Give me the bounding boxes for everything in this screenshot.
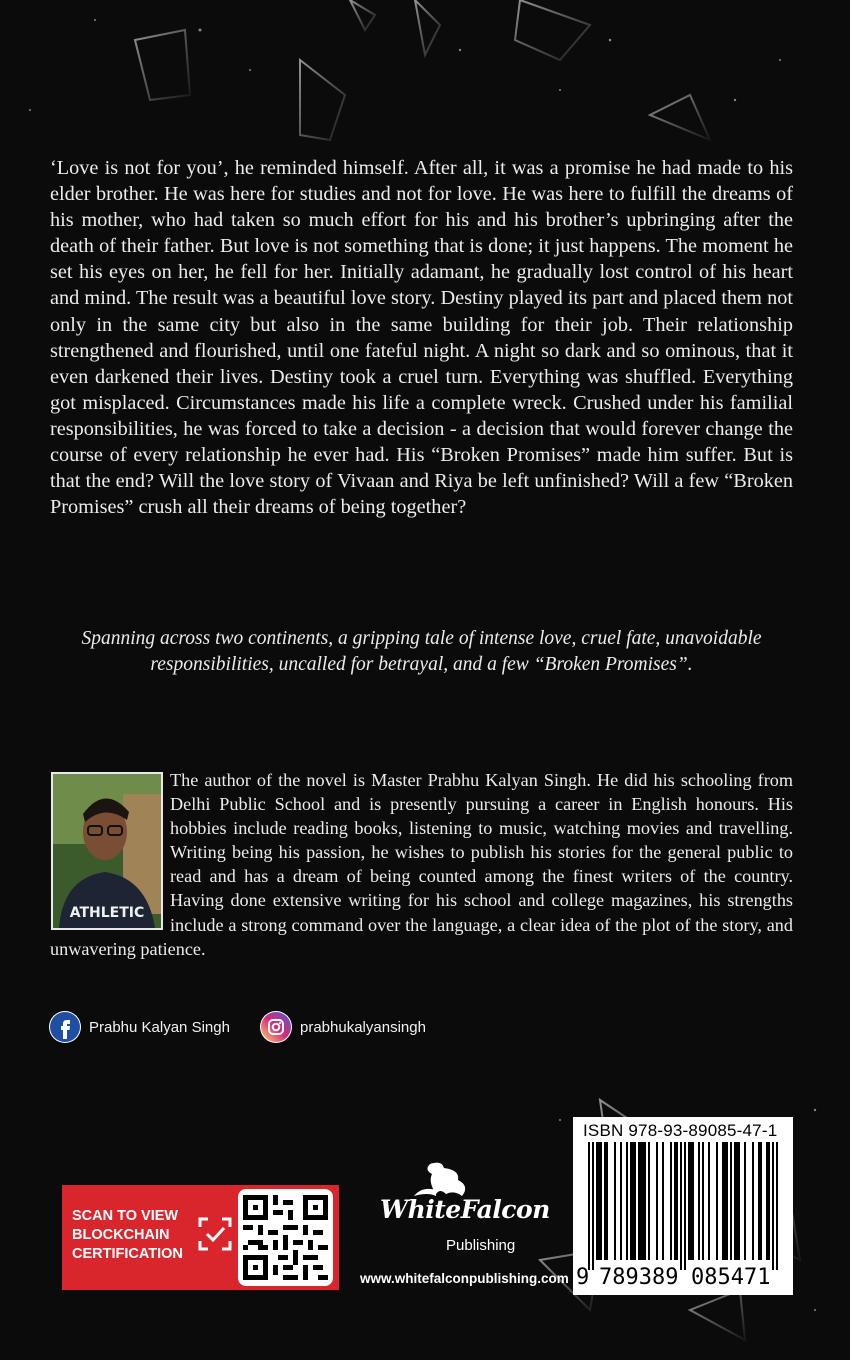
barcode-bar: [640, 1142, 642, 1260]
barcode-bar: [588, 1142, 590, 1270]
barcode-bar: [634, 1142, 636, 1260]
barcode-bar: [752, 1142, 754, 1260]
instagram-handle: prabhukalyansingh: [300, 1018, 426, 1036]
barcode-bar: [638, 1142, 640, 1260]
barcode-bar: [620, 1142, 622, 1260]
barcode-bar: [744, 1142, 746, 1260]
scan-line-1: SCAN TO VIEW: [72, 1208, 179, 1224]
barcode-bar: [674, 1142, 676, 1260]
barcode-bar: [656, 1142, 658, 1260]
publisher-name: WhiteFalcon: [380, 1195, 550, 1224]
barcode-bar: [724, 1142, 726, 1260]
barcode-bar: [670, 1142, 672, 1260]
tagline: Spanning across two continents, a gripping tale of intense love, cruel fate, unavoidable responsibilities, uncalled for betrayal, and a few “Broken Promises”.: [81, 628, 762, 675]
scan-line-2: BLOCKCHAIN: [72, 1227, 170, 1243]
facebook-icon: [49, 1011, 81, 1043]
qr-code: [238, 1189, 333, 1286]
publisher-sub: Publishing: [446, 1237, 516, 1254]
barcode-bar: [648, 1142, 650, 1260]
barcode-bar: [760, 1142, 762, 1260]
barcode-bar: [738, 1142, 740, 1260]
instagram-icon: [260, 1011, 292, 1043]
barcode-bar: [598, 1142, 600, 1260]
barcode-digit-lead: 9: [576, 1265, 590, 1290]
facebook-link[interactable]: [49, 1010, 230, 1044]
barcode-bar: [766, 1142, 768, 1260]
barcode-bar: [606, 1142, 608, 1260]
publisher-url[interactable]: www.whitefalconpublishing.com: [360, 1271, 569, 1286]
barcode-bar: [692, 1142, 694, 1260]
isbn-barcode: [573, 1117, 793, 1295]
barcode-bar: [688, 1142, 690, 1260]
barcode-bar: [632, 1142, 634, 1260]
isbn-label: ISBN 978-93-89085-47-1: [583, 1121, 778, 1140]
barcode-bar: [680, 1142, 682, 1270]
barcode-digit-right: 085471: [691, 1265, 771, 1290]
barcode-bars: [583, 1142, 783, 1270]
barcode-bar: [776, 1142, 778, 1270]
back-cover-blurb: ‘Love is not for you’, he reminded himself. After all, it was a promise he had made to his elder brother. He was here for studies and not for love. He was here to fulfill the dreams of his mother, who had taken so much effort for his and his brother’s upbringing after the death of their father. But love is not something that is done; it just happens. The moment he set his eyes on her, he fell for her. Initially adamant, he gradually lost control of his heart and mind. The result was a beautiful love story. Destiny played its part and placed them not only in the same city but also in the same building for their job. Their relationship strengthened and flourished, until one fateful night. A night so dark and so ominous, that it even darkened their lives. Destiny took a cruel turn. Everything was shuffled. Everything got misplaced. Circumstances made his life a complete wreck. Crushed under his familial responsibilities, he was forced to take a decision - a decision that would forever change the course of every relationship he ever had. His “Broken Promises” made him suffer. But is that the end? Will the love story of Vivaan and Riya be left unfinished? Will a few “Broken Promises” crush all their dreams of being together?: [50, 157, 793, 519]
barcode-bar: [690, 1142, 692, 1260]
barcode-bar: [684, 1142, 686, 1270]
barcode-bar: [626, 1142, 628, 1260]
scan-label: [72, 1207, 202, 1264]
barcode-bar: [698, 1142, 700, 1260]
barcode-bar: [676, 1142, 678, 1260]
author-bio-text: The author of the novel is Master Prabhu Kalyan Singh. He did his schooling from Delhi Public School and is presently pursuing a career in English honours. His hobbies include reading books, listening to music, watching movies and travelling. Writing being his passion, he wishes to publish his stories for the general public to read and has a dream of being counted among the finest writers of the country. Having done extensive writing for his school and college magazines, his strengths include a strong command over the language, a clear idea of the plot of the story, and unwavering patience.: [50, 770, 793, 959]
barcode-bar: [592, 1142, 594, 1270]
barcode-bar: [702, 1142, 704, 1260]
blockchain-certification-badge[interactable]: [62, 1185, 339, 1290]
barcode-bar: [768, 1142, 770, 1260]
barcode-bar: [630, 1142, 632, 1260]
barcode-bar: [644, 1142, 646, 1260]
barcode-bar: [716, 1142, 718, 1260]
barcode-bar: [758, 1142, 760, 1260]
barcode-bar: [596, 1142, 598, 1260]
barcode-bar: [708, 1142, 710, 1260]
scan-check-icon: [198, 1217, 232, 1251]
barcode-bar: [736, 1142, 738, 1260]
barcode-bar: [730, 1142, 732, 1260]
barcode-bar: [662, 1142, 664, 1260]
barcode-bar: [614, 1142, 616, 1260]
barcode-digit-left: 789389: [599, 1265, 679, 1290]
barcode-bar: [642, 1142, 644, 1260]
barcode-bar: [772, 1142, 774, 1270]
shirt-text: ATHLETIC: [69, 905, 145, 921]
barcode-bar: [722, 1142, 724, 1260]
barcode-bar: [600, 1142, 602, 1260]
facebook-handle: Prabhu Kalyan Singh: [89, 1018, 230, 1036]
barcode-bar: [734, 1142, 736, 1260]
barcode-bar: [604, 1142, 606, 1260]
author-bio: [50, 768, 793, 961]
barcode-digits: [573, 1265, 793, 1291]
barcode-bar: [726, 1142, 728, 1260]
scan-line-3: CERTIFICATION: [72, 1246, 183, 1262]
instagram-link[interactable]: [260, 1010, 426, 1044]
